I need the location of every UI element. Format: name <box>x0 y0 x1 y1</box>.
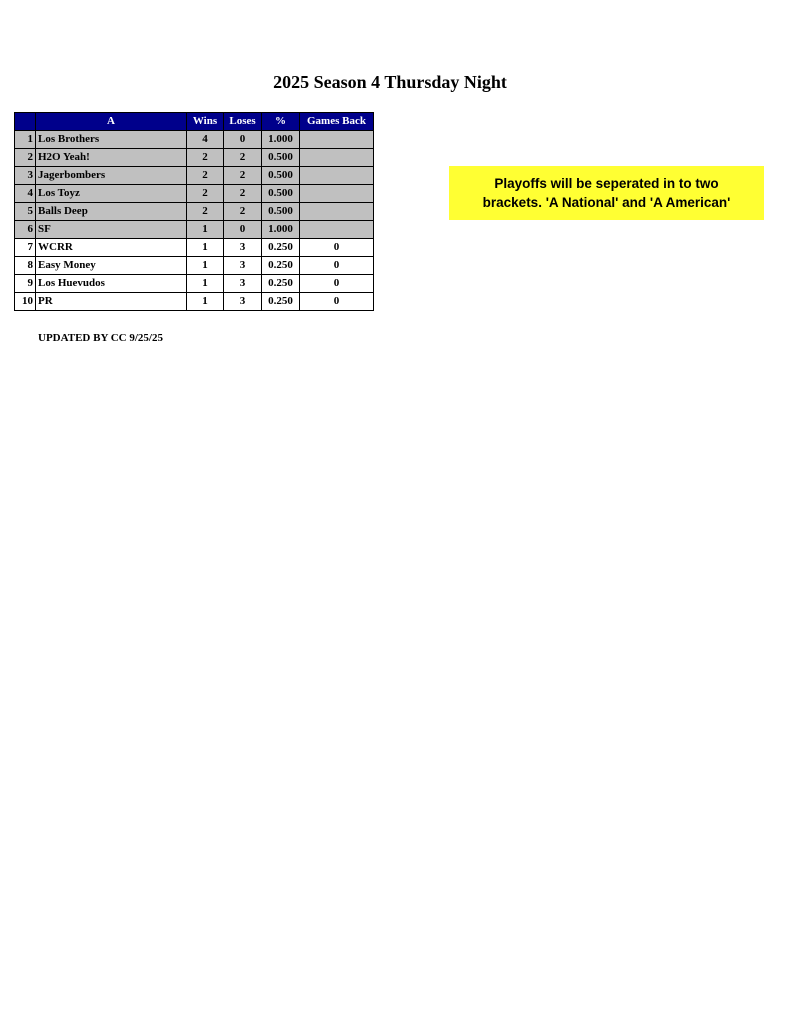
table-row <box>15 131 374 149</box>
cell-rank: 5 <box>15 203 36 221</box>
table-row <box>15 239 374 257</box>
cell-rank: 3 <box>15 167 36 185</box>
cell-games-back <box>300 185 374 203</box>
table-row <box>15 167 374 185</box>
cell-games-back <box>300 167 374 185</box>
cell-games-back: 0 <box>300 239 374 257</box>
cell-rank: 7 <box>15 239 36 257</box>
cell-pct: 0.500 <box>262 149 300 167</box>
table-row <box>15 203 374 221</box>
table-row <box>15 275 374 293</box>
cell-loses: 3 <box>224 239 262 257</box>
cell-rank: 1 <box>15 131 36 149</box>
cell-wins: 1 <box>187 239 224 257</box>
cell-rank: 6 <box>15 221 36 239</box>
cell-pct: 0.250 <box>262 257 300 275</box>
header-pct: % <box>262 113 300 131</box>
cell-team: Los Brothers <box>36 131 187 149</box>
table-header-row <box>15 113 374 131</box>
cell-loses: 2 <box>224 167 262 185</box>
cell-wins: 1 <box>187 275 224 293</box>
cell-pct: 0.250 <box>262 239 300 257</box>
cell-games-back: 0 <box>300 275 374 293</box>
cell-loses: 2 <box>224 149 262 167</box>
cell-games-back: 0 <box>300 257 374 275</box>
cell-wins: 1 <box>187 293 224 311</box>
table-row <box>15 257 374 275</box>
cell-games-back <box>300 149 374 167</box>
cell-team: Jagerbombers <box>36 167 187 185</box>
cell-rank: 10 <box>15 293 36 311</box>
header-rank <box>15 113 36 131</box>
cell-loses: 3 <box>224 257 262 275</box>
cell-team: H2O Yeah! <box>36 149 187 167</box>
cell-wins: 1 <box>187 221 224 239</box>
cell-loses: 0 <box>224 221 262 239</box>
cell-pct: 0.500 <box>262 167 300 185</box>
cell-wins: 1 <box>187 257 224 275</box>
cell-pct: 0.250 <box>262 293 300 311</box>
playoff-notice <box>449 166 764 220</box>
cell-games-back <box>300 221 374 239</box>
header-wins: Wins <box>187 113 224 131</box>
cell-loses: 2 <box>224 185 262 203</box>
cell-wins: 4 <box>187 131 224 149</box>
cell-team: Los Huevudos <box>36 275 187 293</box>
cell-games-back: 0 <box>300 293 374 311</box>
cell-pct: 0.500 <box>262 185 300 203</box>
cell-wins: 2 <box>187 167 224 185</box>
cell-pct: 1.000 <box>262 221 300 239</box>
cell-loses: 3 <box>224 293 262 311</box>
standings-body <box>15 131 374 311</box>
cell-games-back <box>300 203 374 221</box>
cell-team: Los Toyz <box>36 185 187 203</box>
standings-table <box>14 112 374 311</box>
cell-rank: 8 <box>15 257 36 275</box>
notice-line-2: brackets. 'A National' and 'A American' <box>482 195 731 210</box>
cell-team: WCRR <box>36 239 187 257</box>
cell-loses: 3 <box>224 275 262 293</box>
table-row <box>15 149 374 167</box>
cell-team: SF <box>36 221 187 239</box>
cell-pct: 0.250 <box>262 275 300 293</box>
cell-rank: 4 <box>15 185 36 203</box>
cell-team: Easy Money <box>36 257 187 275</box>
cell-rank: 2 <box>15 149 36 167</box>
cell-wins: 2 <box>187 203 224 221</box>
cell-games-back <box>300 131 374 149</box>
updated-note: UPDATED BY CC 9/25/25 <box>38 332 163 344</box>
header-games-back: Games Back <box>300 113 374 131</box>
cell-loses: 2 <box>224 203 262 221</box>
table-row <box>15 221 374 239</box>
cell-pct: 0.500 <box>262 203 300 221</box>
notice-line-1: Playoffs will be seperated in to two <box>494 176 719 191</box>
cell-pct: 1.000 <box>262 131 300 149</box>
header-team: A <box>36 113 187 131</box>
cell-team: Balls Deep <box>36 203 187 221</box>
page-title: 2025 Season 4 Thursday Night <box>273 72 507 92</box>
cell-rank: 9 <box>15 275 36 293</box>
cell-loses: 0 <box>224 131 262 149</box>
table-row <box>15 185 374 203</box>
cell-team: PR <box>36 293 187 311</box>
notice-text <box>483 174 731 212</box>
table-row <box>15 293 374 311</box>
cell-wins: 2 <box>187 185 224 203</box>
header-loses: Loses <box>224 113 262 131</box>
cell-wins: 2 <box>187 149 224 167</box>
